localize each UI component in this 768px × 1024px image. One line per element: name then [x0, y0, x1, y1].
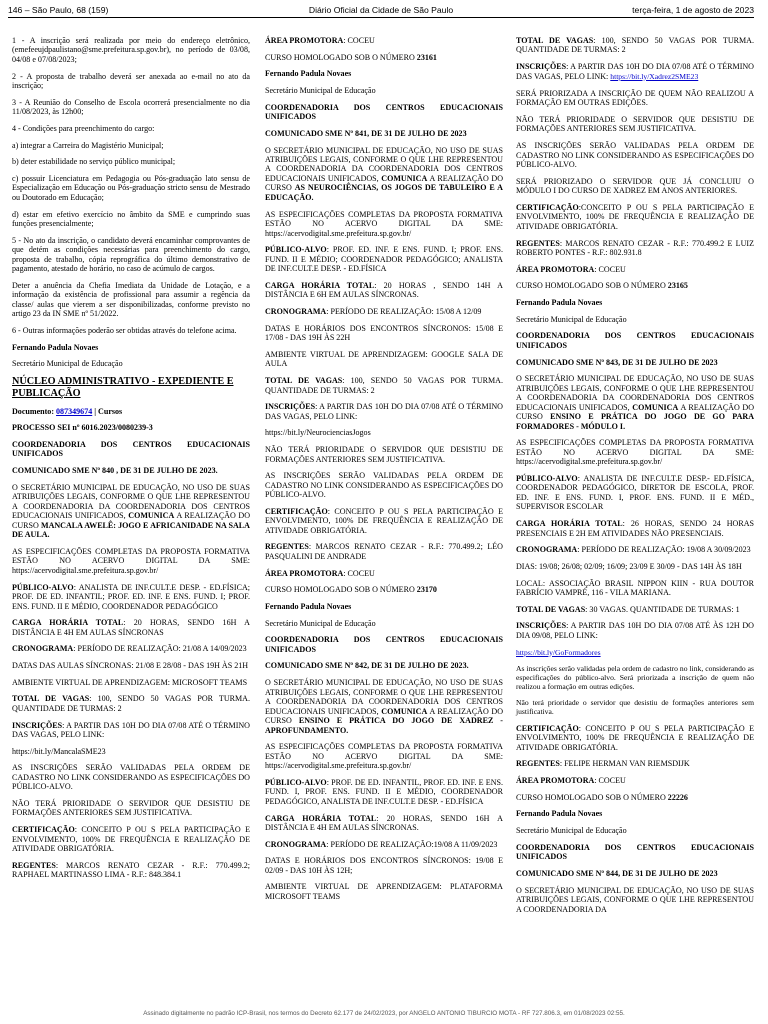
area-promotora: ÁREA PROMOTORA: COCEU [265, 36, 375, 45]
signer-name: Fernando Padula Novaes [516, 298, 603, 308]
header-rule [8, 17, 754, 18]
coordination-title: COORDENADORIA DOS CENTROS EDUCACIONAIS UNIFICADOS [12, 440, 250, 459]
comunicado-body: O SECRETÁRIO MUNICIPAL DE EDUCAÇÃO, NO USO DE SUAS ATRIBUIÇÕES LEGAIS, CONFORME O QUE LHE REPRESENTOU A COORDENADORIA DA COORDENADORIA DOS CENTROS EDUCACIONAIS UNIFICADOS, COMUNICA A REALIZAÇÃO DO CURSO MANCALA AWELÊ: JOGO E AFRICANIDADE NA SALA DE AULA. [12, 482, 251, 540]
publico-alvo: PÚBLICO-ALVO: PROF. DE ED. INFANTIL, PROF. ED. INF. E ENS. FUND. I, PROF. ENS. FUND. II E MÉDIO, COORDENADOR PEDAGÓGICO, ANALISTA DE INF.CULT.E DESP. - ED.FÍSICA [265, 777, 503, 806]
datas-aulas: DATAS DAS AULAS SÍNCRONAS: 21/08 E 28/08 - DAS 19H ÀS 21H [12, 661, 249, 671]
certificacao: CERTIFICAÇÃO:CONCEITO P OU S PELA PARTICIPAÇÃO E ENVOLVIMENTO, 100% DE FREQUÊNCIA E REALIZAÇÃO DE ATIVIDADE OBRIGATÓRIA. [516, 202, 754, 231]
curso-homologado: CURSO HOMOLOGADO SOB O NÚMERO 23165 [516, 281, 688, 291]
paragraph: 4 - Condições para preenchimento do cargo: [12, 123, 155, 133]
comunicado-body: O SECRETÁRIO MUNICIPAL DE EDUCAÇÃO, NO USO DE SUAS ATRIBUIÇÕES LEGAIS, CONFORME O QUE LHE REPRESENTOU A COORDENADORIA DA [516, 885, 754, 914]
specifications: AS ESPECIFICAÇÕES COMPLETAS DA PROPOSTA FORMATIVA ESTÃO NO ACERVO DIGITAL DA SME: https://acervodigital.sme.prefeitura.sp.gov.br/ [265, 209, 503, 238]
inscricoes: INSCRIÇÕES: A PARTIR DAS 10H DO DIA 07/08 ATÉ O TÉRMINO DAS VAGAS, PELO LINK: [12, 720, 250, 740]
inscricao-link[interactable]: https://bit.ly/MancalaSME23 [12, 746, 106, 756]
cronograma: CRONOGRAMA: PERÍODO DE REALIZAÇÃO: 21/08 A 14/09/2023 [12, 644, 247, 654]
signer-role: Secretário Municipal de Educação [12, 359, 123, 369]
paragraph: b) deter estabilidade no serviço público municipal; [12, 157, 176, 167]
datas-encontros: DATAS E HORÁRIOS DOS ENCONTROS SÍNCRONOS: 15/08 E 17/08 - DAS 19H ÀS 22H [265, 323, 503, 343]
publico-alvo: PÚBLICO-ALVO: ANALISTA DE INF.CULT.E DESP. - ED.FÍSICA; PROF. DE ED. INFANTIL; PROF. ED. INF. E ENS. FUND. I; PROF. ENS. FUND. II E MÉDIO, COORDENADOR PEDAGÓGICO [12, 582, 250, 611]
inscricoes: INSCRIÇÕES: A PARTIR DAS 10H DO DIA 07/08 ATÉ O TÉRMINO DAS VAGAS, PELO LINK: https://bit.ly/Xadrez2SME23 [516, 62, 754, 81]
column-3 [516, 36, 754, 921]
area-promotora: ÁREA PROMOTORA: COCEU [516, 776, 626, 786]
certificacao: CERTIFICAÇÃO: CONCEITO P OU S PELA PARTICIPAÇÃO E ENVOLVIMENTO, 100% DE FREQUÊNCIA E REALIZAÇÃO DE ATIVIDADE OBRIGATÓRIA. [12, 825, 250, 854]
carga-horaria: CARGA HORÁRIA TOTAL: 20 HORAS, SENDO 16H A DISTÂNCIA E 4H EM AULAS SÍNCRONAS. [265, 813, 503, 832]
regentes: REGENTES: FELIPE HERMAN VAN RIEMSDIJK [516, 759, 690, 769]
paragraph: 2 - A proposta de trabalho deverá ser anexada ao e-mail no ato da inscrição; [12, 71, 250, 91]
datas-encontros: DATAS E HORÁRIOS DOS ENCONTROS SÍNCRONOS: 19/08 E 02/09 - DAS 10H ÀS 12H; [265, 856, 503, 875]
page-number: 146 – São Paulo, 68 (159) [8, 5, 109, 15]
validation-note: AS INSCRIÇÕES SERÃO VALIDADAS PELA ORDEM DE CADASTRO NO LINK CONSIDERANDO AS ESPECIFICAÇÕES DO PÚBLICO-ALVO. [516, 141, 754, 170]
coordination-title: COORDENADORIA DOS CENTROS EDUCACIONAIS UNIFICADOS [265, 102, 503, 122]
carga-horaria: CARGA HORÁRIA TOTAL: 26 HORAS, SENDO 24 HORAS PRESENCIAIS E 2H EM ATIVIDADES NÃO PRESENCIAIS. [516, 519, 754, 538]
ambiente-virtual: AMBIENTE VIRTUAL DE APRENDIZAGEM: GOOGLE SALA DE AULA [265, 349, 503, 369]
signature-footer: Assinado digitalmente no padrão ICP-Brasil, nos termos do Decreto 62.177 de 24/02/2023, por ANGELO ANTONIO TIBURCIO MOTA - RF 727.806.3, em 01/08/2023 02:55. [143, 1010, 625, 1017]
certificacao: CERTIFICAÇÃO: CONCEITO P OU S PELA PARTICIPAÇÃO E ENVOLVIMENTO, 100% DE FREQUÊNCIA E REALIZAÇÃO DE ATIVIDADE OBRIGATÓRIA. [516, 723, 754, 752]
comunicado-title: COMUNICADO SME Nº 842, DE 31 DE JULHO DE 2023. [265, 661, 469, 671]
priority-note: SERÁ PRIORIZADA A INSCRIÇÃO DE QUEM NÃO REALIZOU A FORMAÇÃO EM OUTRAS EDIÇÕES. [516, 88, 754, 108]
publication-title: Diário Oficial da Cidade de São Paulo [308, 5, 454, 15]
comunicado-title: COMUNICADO SME Nº 840 , DE 31 DE JULHO DE 2023. [12, 466, 218, 476]
total-vagas: TOTAL DE VAGAS: 30 VAGAS. QUANTIDADE DE TURMAS: 1 [516, 604, 740, 614]
paragraph: Deter a anuência da Chefia Imediata da Unidade de Lotação, e a informação da existência de profissional para assumir a regência da classe/ aulas que vierem a ser disponibilizadas, conforme previsto no artigo 23 da IN SME nº 51/2022. [12, 280, 250, 319]
priority-note: NÃO TERÁ PRIORIDADE O SERVIDOR QUE DESISTIU DE FORMAÇÕES ANTERIORES SEM JUSTIFICATIVA. [265, 445, 503, 464]
signer-name: Fernando Padula Novaes [12, 342, 99, 352]
validation-note: AS INSCRIÇÕES SERÃO VALIDADAS PELA ORDEM DE CADASTRO NO LINK CONSIDERANDO AS ESPECIFICAÇÕES DO PÚBLICO-ALVO. [12, 763, 250, 792]
column-2 [265, 36, 503, 909]
inscricao-link[interactable]: https://bit.ly/Xadrez2SME23 [610, 71, 699, 81]
priority-note: NÃO TERÁ PRIORIDADE O SERVIDOR QUE DESISTIU DE FORMAÇÕES ANTERIORES SEM JUSTIFICATIVA. [516, 114, 754, 134]
cronograma: CRONOGRAMA: PERÍODO DE REALIZAÇÃO: 15/08 A 12/09 [265, 307, 482, 317]
validation-note: AS INSCRIÇÕES SERÃO VALIDADAS PELA ORDEM DE CADASTRO NO LINK CONSIDERANDO AS ESPECIFICAÇÕES DO PÚBLICO-ALVO. [265, 471, 503, 500]
carga-horaria: CARGA HORÁRIA TOTAL: 20 HORAS , SENDO 14H A DISTÂNCIA E 6H EM AULAS SÍNCRONAS. [265, 280, 503, 300]
inscricoes: INSCRIÇÕES: A PARTIR DAS 10H DO DIA 07/08 ATÉ ÀS 12H DO DIA 09/08, PELO LINK: [516, 621, 754, 640]
priority-note: Não terá prioridade o servidor que desistiu de formações anteriores sem justificativa. [516, 697, 754, 716]
ambiente-virtual: AMBIENTE VIRTUAL DE APRENDIZAGEM: MICROSOFT TEAMS [12, 677, 248, 687]
link-line [516, 648, 754, 658]
coordination-title: COORDENADORIA DOS CENTROS EDUCACIONAIS UNIFICADOS [516, 331, 754, 350]
publico-alvo: PÚBLICO-ALVO: ANALISTA DE INF.CULT.E DESP.- ED.FÍSICA, COORDENADOR PEDAGÓGICO, DIRETOR DE ESCOLA, PROF. ED. INF. E ENS. FUND. I, PROF. ENS. FUND. II E MÉD., SUPERVISOR ESCOLAR [516, 473, 754, 512]
signer-name: Fernando Padula Novaes [265, 69, 352, 79]
carga-horaria: CARGA HORÁRIA TOTAL: 20 HORAS, SENDO 16H A DISTÂNCIA E 4H EM AULAS SÍNCRONAS [12, 618, 250, 637]
area-promotora: ÁREA PROMOTORA: COCEU [265, 568, 375, 578]
signer-role: Secretário Municipal de Educação [516, 826, 627, 836]
publico-alvo: PÚBLICO-ALVO: PROF. ED. INF. E ENS. FUND. I; PROF. ENS. FUND. II E MÉDIO; COORDENADOR PEDAGÓGICO; ANALISTA DE INF.CULT.E DESP. - ED.FÍSICA [265, 245, 503, 274]
paragraph: c) possuir Licenciatura em Pedagogia ou Pós-graduação lato sensu de Especialização em Educação ou Pós-graduação stricto sensu de Mestrado ou Doutorado em Educação; [12, 173, 250, 202]
cronograma: CRONOGRAMA: PERÍODO DE REALIZAÇÃO:19/08 A 11/09/2023 [265, 839, 498, 849]
dias-encontros: DIAS: 19/08; 26/08; 02/09; 16/09; 23/09 E 30/09 - DAS 14H ÀS 18H [516, 561, 742, 571]
comunicado-title: COMUNICADO SME Nº 844, DE 31 DE JULHO DE 2023 [516, 868, 718, 878]
paragraph: 5 - No ato da inscrição, o candidato deverá encaminhar comprovantes de que detém as condições necessárias para preenchimento do cargo, proposta de trabalho, cópia reprográfica do último demonstrativo de pagamento, atestado de horário, no caso de acúmulo de cargos. [12, 235, 250, 274]
local: LOCAL: ASSOCIAÇÃO BRASIL NIPPON KIIN - RUA DOUTOR FABRÍCIO VAMPRÉ, 116 - VILA MARIANA. [516, 578, 754, 598]
regentes: REGENTES: MARCOS RENATO CEZAR - R.F.: 770.499.2; RAPHAEL MARTINASSO LIMA - R.F.: 848.384.1 [12, 860, 250, 880]
document-line [12, 407, 250, 416]
cronograma: CRONOGRAMA: PERÍODO DE REALIZAÇÃO: 19/08 A 30/09/2023 [516, 545, 751, 555]
paragraph: 6 - Outras informações poderão ser obtidas através do telefone acima. [12, 326, 237, 336]
comunicado-title: COMUNICADO SME Nº 843, DE 31 DE JULHO DE 2023 [516, 357, 718, 367]
area-promotora: ÁREA PROMOTORA: COCEU [516, 264, 626, 274]
coordination-title: COORDENADORIA DOS CENTROS EDUCACIONAIS UNIFICADOS [516, 842, 754, 862]
validation-note: As inscrições serão validadas pela ordem de cadastro no link, considerando as especificações do público-alvo. Será priorizada a inscrição de quem não realizou a formação em outras edições. [516, 663, 754, 691]
publication-date: terça-feira, 1 de agosto de 2023 [632, 5, 754, 15]
regentes: REGENTES: MARCOS RENATO CEZAR - R.F.: 770.499.2; LÉO PASQUALINI DE ANDRADE [265, 542, 503, 561]
curso-homologado: CURSO HOMOLOGADO SOB O NÚMERO 23170 [265, 585, 437, 595]
processo-number: PROCESSO SEI nº 6016.2023/0080239-3 [12, 423, 153, 433]
paragraph: 3 - A Reunião do Conselho de Escola ocorrerá presencialmente no dia 11/08/2023, às 12h00; [12, 97, 250, 117]
curso-homologado: CURSO HOMOLOGADO SOB O NÚMERO 22226 [516, 792, 688, 802]
comunicado-title: COMUNICADO SME Nº 841, DE 31 DE JULHO DE 2023 [265, 128, 467, 138]
signer-role: Secretário Municipal de Educação [265, 86, 376, 96]
inscricao-link[interactable]: https://bit.ly/NeurocienciasJogos [265, 428, 371, 438]
comunicado-body: O SECRETÁRIO MUNICIPAL DE EDUCAÇÃO, NO USO DE SUAS ATRIBUIÇÕES LEGAIS, CONFORME O QUE LHE REPRESENTOU A COORDENADORIA DA COORDENADORIA DOS CENTROS EDUCACIONAIS UNIFICADOS, COMUNICA A REALIZAÇÃO DO CURSO ENSINO E PRÁTICA DO JOGO DE GO PARA FORMADORES - MÓDULO I. [516, 374, 755, 431]
signer-role: Secretário Municipal de Educação [265, 618, 376, 628]
regentes: REGENTES: MARCOS RENATO CEZAR - R.F.: 770.499.2 E LUIZ ROBERTO PONTES - R.F.: 802.931.8 [516, 238, 754, 258]
specifications: AS ESPECIFICAÇÕES COMPLETAS DA PROPOSTA FORMATIVA ESTÃO NO ACERVO DIGITAL DA SME: https://acervodigital.sme.prefeitura.sp.gov.br/ [12, 546, 250, 575]
certificacao: CERTIFICAÇÃO: CONCEITO P OU S PELA PARTICIPAÇÃO E ENVOLVIMENTO, 100% DE FREQUÊNCIA E REALIZAÇÃO DE ATIVIDADE OBRIGATÓRIA. [265, 506, 503, 535]
paragraph: a) integrar a Carreira do Magistério Municipal; [12, 140, 164, 150]
specifications: AS ESPECIFICAÇÕES COMPLETAS DA PROPOSTA FORMATIVA ESTÃO NO ACERVO DIGITAL DA SME: https://acervodigital.sme.prefeitura.sp.gov.br/ [265, 742, 503, 771]
comunicado-body: O SECRETÁRIO MUNICIPAL DE EDUCAÇÃO, NO USO DE SUAS ATRIBUIÇÕES LEGAIS, CONFORME O QUE LHE REPRESENTOU A COORDENADORIA DA COORDENADORIA DOS CENTROS EDUCACIONAIS UNIFICADOS, COMUNICA A REALIZAÇÃO DO CURSO AS NEUROCIÊNCIAS, OS JOGOS DE TABULEIRO E A EDUCAÇÃO. [265, 145, 504, 202]
total-vagas: TOTAL DE VAGAS: 100, SENDO 50 VAGAS POR TURMA. QUANTIDADE DE TURMAS: 2 [12, 694, 250, 713]
signer-role: Secretário Municipal de Educação [516, 314, 627, 324]
section-title: NÚCLEO ADMINISTRATIVO - EXPEDIENTE E PUBLICAÇÃO [12, 376, 234, 399]
inscricoes: INSCRIÇÕES: A PARTIR DAS 10H DO DIA 07/08 ATÉ O TÉRMINO DAS VAGAS, PELO LINK: [265, 402, 503, 421]
specifications: AS ESPECIFICAÇÕES COMPLETAS DA PROPOSTA FORMATIVA ESTÃO NO ACERVO DIGITAL DA SME: https://acervodigital.sme.prefeitura.sp.gov.br/ [516, 438, 754, 467]
inscricao-link[interactable]: https://bit.ly/GoFormadores [516, 647, 601, 657]
total-vagas: TOTAL DE VAGAS: 100, SENDO 50 VAGAS POR TURMA. QUANTIDADE DE TURMAS: 2 [516, 36, 754, 55]
coordination-title: COORDENADORIA DOS CENTROS EDUCACIONAIS UNIFICADOS [265, 635, 503, 654]
curso-homologado: CURSO HOMOLOGADO SOB O NÚMERO 23161 [265, 52, 437, 62]
paragraph: 1 - A inscrição será realizada por meio do endereço eletrônico, (emefeeujdpaulistano@sme.prefeitura.sp.gov.br), no período de 03/08, 04/08 e 07/08/2023; [12, 36, 250, 64]
priority-note: SERÁ PRIORIZADO O SERVIDOR QUE JÁ CONCLUIU O MÓDULO I DO CURSO DE XADREZ EM ANOS ANTERIORES. [516, 176, 754, 196]
document-label: Documento: [12, 406, 55, 416]
priority-note: NÃO TERÁ PRIORIDADE O SERVIDOR QUE DESISTIU DE FORMAÇÕES ANTERIORES SEM JUSTIFICATIVA. [12, 799, 250, 818]
paragraph: d) estar em efetivo exercício no âmbito da SME e cumprindo suas funções presencialmente; [12, 209, 250, 229]
total-vagas: TOTAL DE VAGAS: 100, SENDO 50 VAGAS POR TURMA. QUANTIDADE DE TURMAS: 2 [265, 376, 503, 395]
ambiente-virtual: AMBIENTE VIRTUAL DE APRENDIZAGEM: PLATAFORMA MICROSOFT TEAMS [265, 882, 503, 901]
signer-name: Fernando Padula Novaes [265, 601, 352, 611]
column-1 [12, 36, 250, 887]
comunicado-body: O SECRETÁRIO MUNICIPAL DE EDUCAÇÃO, NO USO DE SUAS ATRIBUIÇÕES LEGAIS, CONFORME O QUE LHE REPRESENTOU A COORDENADORIA DA COORDENADORIA DOS CENTROS EDUCACIONAIS UNIFICADOS, COMUNICA A REALIZAÇÃO DO CURSO ENSINO E PRÁTICA DO JOGO DE XADREZ - APROFUNDAMENTO. [265, 678, 504, 735]
document-link[interactable]: 087349674 [56, 406, 93, 416]
signer-name: Fernando Padula Novaes [516, 809, 603, 819]
document-type: | Cursos [94, 406, 123, 416]
